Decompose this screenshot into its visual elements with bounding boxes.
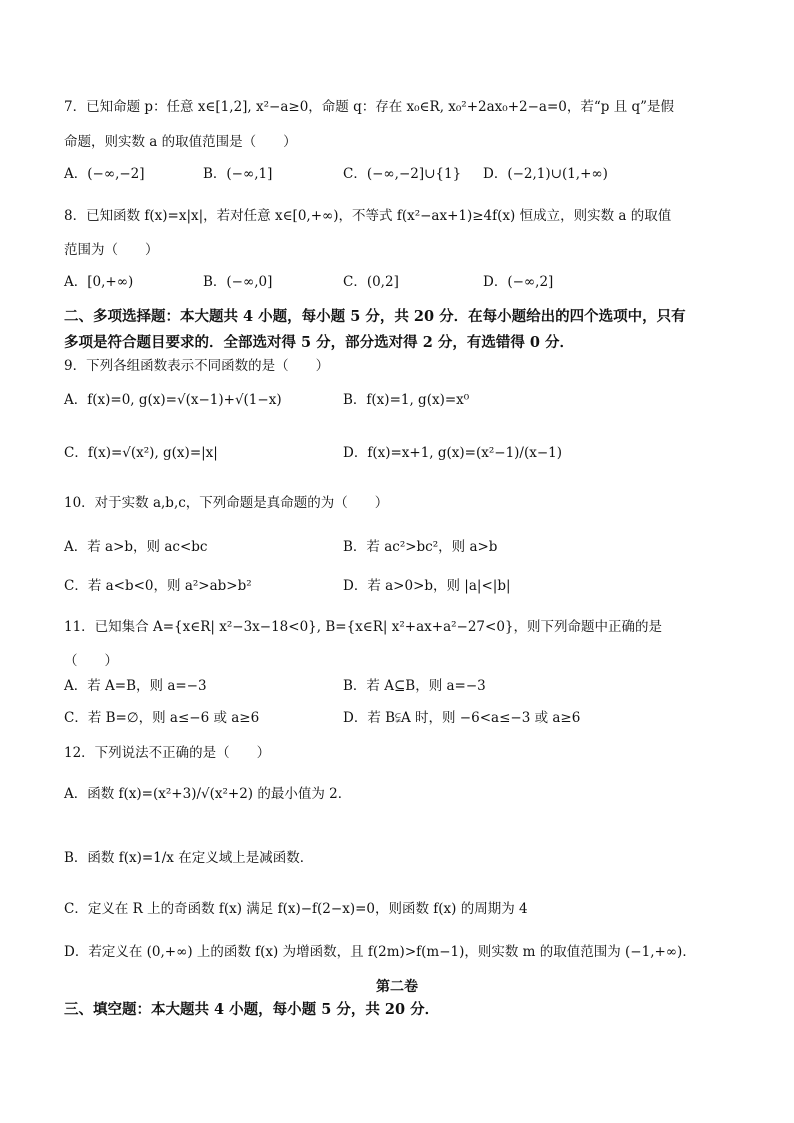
q8-option-b: B．(−∞,0] (203, 274, 273, 290)
q12-option-a: A．函数 f(x)=(x²+3)/√(x²+2) 的最小值为 2． (64, 786, 352, 802)
q7-stem-line2: 命题，则实数 a 的取值范围是（ ） (64, 134, 297, 150)
q8-option-a: A．[0,+∞) (64, 274, 134, 290)
q9-stem: 9．下列各组函数表示不同函数的是（ ） (64, 358, 330, 374)
q8-stem-line1: 8．已知函数 f(x)=x|x|，若对任意 x∈[0,+∞)，不等式 f(x²−ax+1)≥4f(x) 恒成立，则实数 a 的取值 (64, 208, 672, 224)
q10-option-c: C．若 a<b<0，则 a²>ab>b² (64, 578, 252, 594)
part2-title: 第二卷 (376, 979, 418, 995)
q10-option-b: B．若 ac²>bc²，则 a>b (343, 539, 498, 555)
q7-option-d: D．(−2,1)∪(1,+∞) (483, 166, 608, 182)
q11-option-a: A．若 A=B，则 a=−3 (64, 678, 207, 694)
q10-option-d: D．若 a>0>b，则 |a|<|b| (343, 578, 511, 594)
q8-option-c: C．(0,2] (343, 274, 399, 290)
q7-option-a: A．(−∞,−2] (64, 166, 145, 182)
q7-option-b: B．(−∞,1] (203, 166, 273, 182)
q11-stem-line2: （ ） (64, 653, 118, 669)
q9-option-b: B．f(x)=1, g(x)=x⁰ (343, 392, 470, 408)
q7-option-c: C．(−∞,−2]∪{1} (343, 166, 462, 182)
q8-option-d: D．(−∞,2] (483, 274, 554, 290)
q8-stem-line2: 范围为（ ） (64, 242, 159, 258)
q10-stem: 10．对于实数 a,b,c，下列命题是真命题的为（ ） (64, 495, 389, 511)
section2-heading-line1: 二、多项选择题：本大题共 4 小题，每小题 5 分，共 20 分．在每小题给出的四个选项中，只有 (64, 308, 686, 325)
q7-stem-line1: 7．已知命题 p：任意 x∈[1,2], x²−a≥0，命题 q：存在 x₀∈R, x₀²+2ax₀+2−a=0，若“p 且 q”是假 (64, 99, 675, 115)
q10-option-a: A．若 a>b，则 ac<bc (64, 539, 208, 555)
q12-option-d: D．若定义在 (0,+∞) 上的函数 f(x) 为增函数，且 f(2m)>f(m−1)，则实数 m 的取值范围为 (−1,+∞)． (64, 944, 696, 960)
q12-option-c: C．定义在 R 上的奇函数 f(x) 满足 f(x)−f(2−x)=0，则函数 f(x) 的周期为 4 (64, 901, 528, 917)
q12-stem: 12．下列说法不正确的是（ ） (64, 745, 271, 761)
q11-option-d: D．若 B⫋A 时，则 −6<a≤−3 或 a≥6 (343, 710, 581, 726)
section3-heading: 三、填空题：本大题共 4 小题，每小题 5 分，共 20 分． (64, 1001, 440, 1018)
q9-option-c: C．f(x)=√(x²), g(x)=|x| (64, 445, 218, 461)
q9-option-a: A．f(x)=0, g(x)=√(x−1)+√(1−x) (64, 392, 282, 408)
q9-option-d: D．f(x)=x+1, g(x)=(x²−1)/(x−1) (343, 445, 563, 461)
q11-stem-line1: 11．已知集合 A={x∈R| x²−3x−18<0}, B={x∈R| x²+ax+a²−27<0}，则下列命题中正确的是 (64, 619, 663, 635)
q11-option-c: C．若 B=∅，则 a≤−6 或 a≥6 (64, 710, 260, 726)
section2-heading-line2: 多项是符合题目要求的．全部选对得 5 分，部分选对得 2 分，有选错得 0 分． (64, 334, 575, 351)
q11-option-b: B．若 A⊆B，则 a=−3 (343, 678, 486, 694)
q12-option-b: B．函数 f(x)=1/x 在定义域上是减函数． (64, 850, 314, 866)
